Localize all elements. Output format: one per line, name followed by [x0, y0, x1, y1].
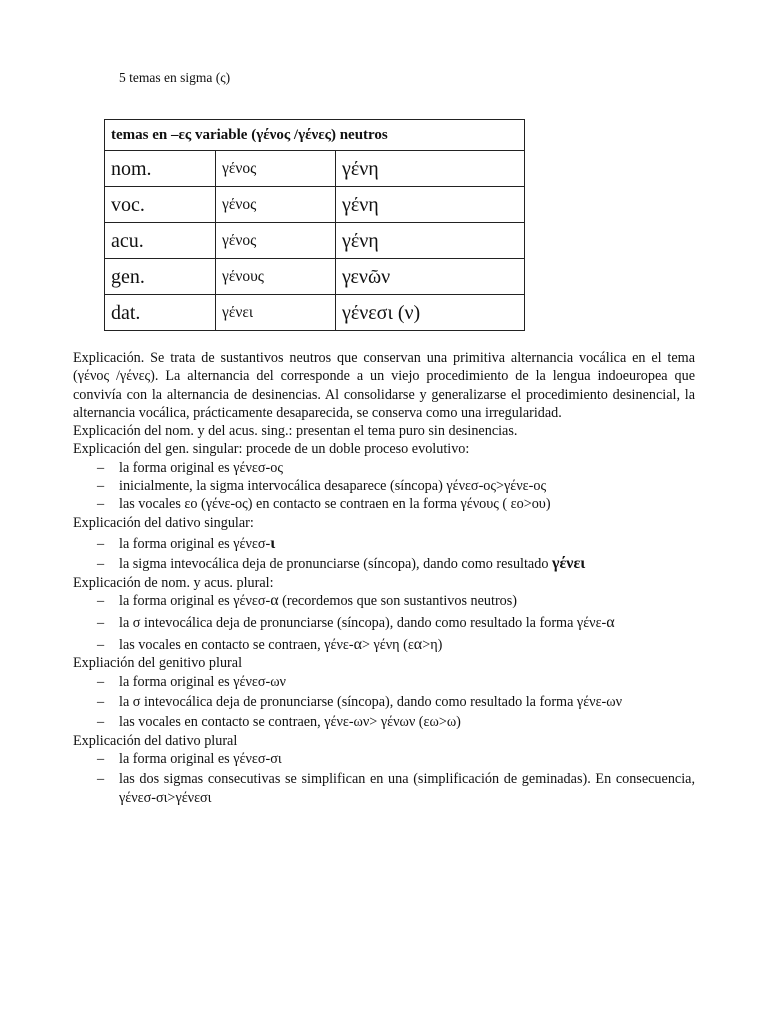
gen-pl-list — [73, 673, 695, 732]
table-row — [105, 295, 525, 331]
list-item-text: la sigma intevocálica deja de pronunciarse (síncopa), dando como resultado — [119, 556, 552, 573]
case-label: dat. — [105, 295, 216, 331]
singular-form: γένος — [216, 223, 336, 259]
table-title-row — [105, 120, 525, 151]
singular-form: γένει — [216, 295, 336, 331]
nom-acu-pl-title: Explicación de nom. y acus. plural: — [73, 574, 274, 591]
dash-bullet: – — [97, 750, 105, 767]
list-item-text: las vocales en contacto se contraen, γένε-ων> γένων (εω>ω) — [119, 714, 461, 731]
nom-acu-pl-list — [73, 592, 695, 655]
emphasized-ending: α — [606, 614, 615, 632]
dash-bullet: – — [97, 615, 105, 632]
dash-bullet: – — [97, 673, 105, 690]
list-item — [73, 592, 695, 610]
dash-bullet: – — [97, 637, 105, 654]
list-item — [73, 673, 695, 691]
case-label: acu. — [105, 223, 216, 259]
dat-sing-title: Explicación del dativo singular: — [73, 514, 254, 531]
case-label: nom. — [105, 151, 216, 187]
list-item-text: la forma original es γένεσ-ων — [119, 673, 286, 690]
dash-bullet: – — [97, 459, 105, 476]
list-item — [73, 713, 695, 731]
list-item-text-end: >η) — [422, 637, 443, 654]
emphasized-ending: α — [413, 636, 423, 654]
plural-form: γενῶν — [336, 259, 525, 295]
table-row — [105, 187, 525, 223]
nom-acu-sing-explanation: Explicación del nom. y del acus. sing.: presentan el tema puro sin desinencias. — [73, 423, 518, 440]
emphasized-form: γένει — [551, 555, 586, 573]
list-item-text: la forma original es γένεσ-σι — [119, 750, 282, 767]
list-item-text-end: (recordemos que son sustantivos neutros) — [278, 592, 518, 609]
table-row — [105, 259, 525, 295]
table-row — [105, 223, 525, 259]
list-item — [73, 459, 695, 477]
intro-paragraph: Explicación. Se trata de sustantivos neutros que conservan una primitiva alternancia vocálica en el tema (γένος /γένες). La alternancia del corresponde a un viejo procedimiento de la lengua indoeuropea que convivía con la alternancia de desinencias. Al consolidarse y generalizarse el procedimiento desinencial, la alternancia vocálica, prácticamente desaparecida, se conserva como una irregularidad. — [73, 350, 695, 421]
list-item — [73, 535, 695, 553]
case-label: gen. — [105, 259, 216, 295]
dash-bullet: – — [97, 535, 105, 552]
list-item-text: la forma original es γένεσ- — [119, 535, 271, 552]
list-item — [73, 693, 695, 711]
list-item — [73, 612, 695, 634]
emphasized-ending: α — [270, 591, 279, 609]
dash-bullet: – — [97, 714, 105, 731]
dash-bullet: – — [97, 556, 105, 573]
plural-form: γένη — [336, 223, 525, 259]
list-item — [73, 495, 695, 513]
list-item — [73, 770, 695, 807]
gen-sing-list — [73, 459, 695, 514]
list-item-text: las vocales en contacto se contraen, γένε- — [119, 637, 354, 654]
list-item-text-mid: > γένη (ε — [361, 637, 414, 654]
list-item — [73, 555, 695, 573]
list-item-text: la σ intevocálica deja de pronunciarse (síncopa), dando como resultado la forma γένε-ων — [119, 694, 622, 711]
dash-bullet: – — [97, 694, 105, 711]
gen-pl-title: Expliación del genitivo plural — [73, 655, 243, 672]
list-item-text: inicialmente, la sigma intervocálica desaparece (síncopa) γένεσ-ος>γένε-ος — [119, 478, 547, 495]
singular-form: γένος — [216, 187, 336, 223]
plural-form: γένη — [336, 151, 525, 187]
dash-bullet: – — [97, 478, 105, 495]
explanation-text — [73, 349, 695, 807]
list-item — [73, 750, 695, 768]
list-item-text: las vocales εο (γένε-ος) en contacto se contraen en la forma γένους ( εο>ου) — [119, 496, 551, 513]
dash-bullet: – — [97, 592, 105, 609]
dat-pl-title: Explicación del dativo plural — [73, 732, 238, 749]
plural-form: γένη — [336, 187, 525, 223]
dat-pl-list — [73, 750, 695, 807]
list-item-text: la σ intevocálica deja de pronunciarse (síncopa), dando como resultado la forma γένε- — [119, 615, 607, 632]
gen-sing-title: Explicación del gen. singular: procede de un doble proceso evolutivo: — [73, 441, 470, 458]
table-title: temas en –ες variable (γένος /γένες) neutros — [105, 120, 525, 151]
table-row — [105, 151, 525, 187]
dash-bullet: – — [97, 771, 105, 788]
list-item — [73, 636, 695, 654]
singular-form: γένος — [216, 151, 336, 187]
emphasized-ending: ι — [270, 534, 276, 552]
singular-form: γένους — [216, 259, 336, 295]
list-item — [73, 477, 695, 495]
emphasized-ending: α — [353, 636, 362, 654]
declension-table — [104, 119, 525, 331]
list-item-text: la forma original es γένεσ- — [119, 592, 271, 609]
plural-form: γένεσι (ν) — [336, 295, 525, 331]
case-label: voc. — [105, 187, 216, 223]
list-item-text: la forma original es γένεσ-ος — [119, 459, 283, 476]
list-item-text: las dos sigmas consecutivas se simplifican en una (simplificación de geminadas). En consecuencia, γένεσ-σι>γένεσι — [119, 771, 695, 806]
dat-sing-list — [73, 535, 695, 574]
dash-bullet: – — [97, 496, 105, 513]
section-heading: 5 temas en sigma (ς) — [119, 70, 231, 85]
